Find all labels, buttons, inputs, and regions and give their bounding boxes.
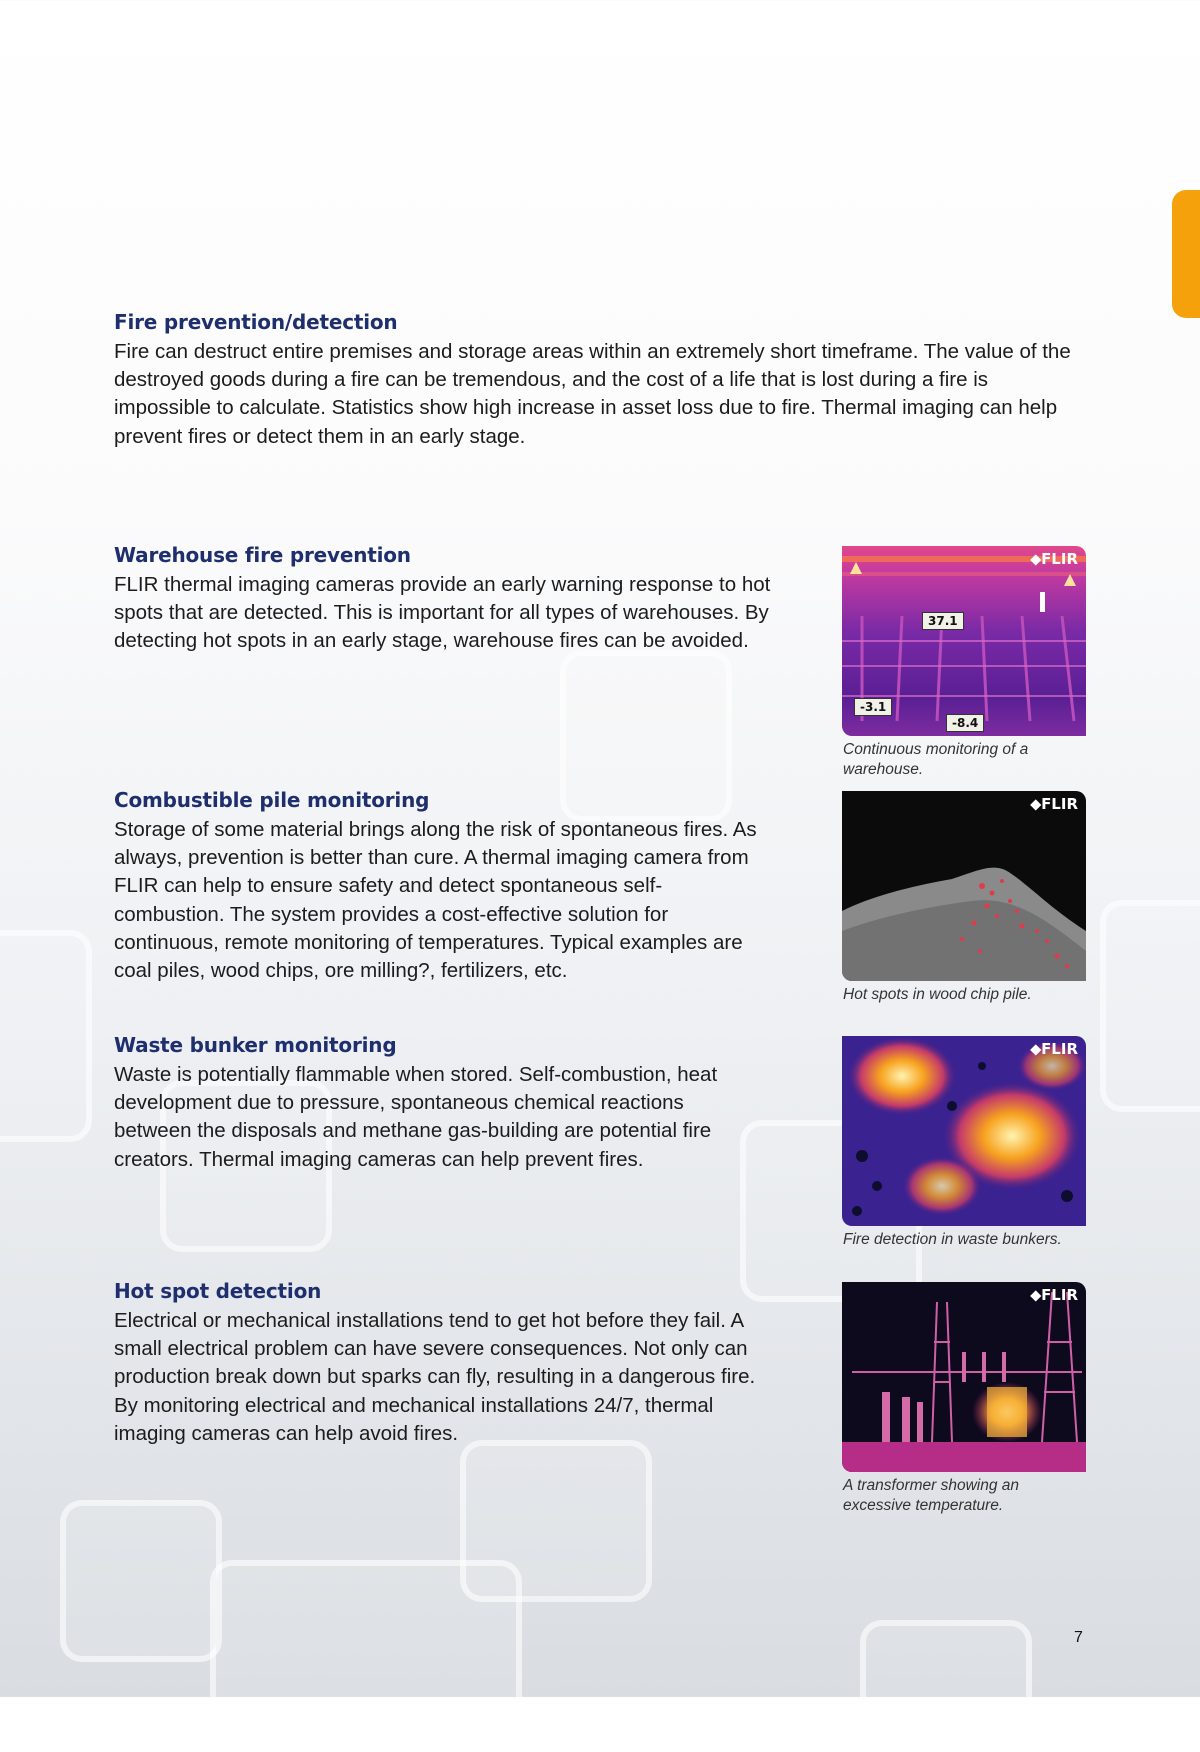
background-square: [0, 930, 92, 1142]
background-square: [1100, 900, 1200, 1112]
transformer-thermal-image: [842, 1282, 1086, 1472]
waste-thermal-image: [842, 1036, 1086, 1226]
section-heading-waste: Waste bunker monitoring: [114, 1033, 397, 1057]
woodchip-thermal-graphic: [842, 791, 1086, 981]
flir-glyph-icon: ⬥: [1030, 795, 1042, 813]
section-text-waste: Waste is potentially flammable when stored. Self-combustion, heat development due to pressure, spontaneous chemical reactions between the disposals and methane gas-building are potential fire creators. Thermal imaging cameras can help prevent fires.: [114, 1063, 718, 1171]
flir-logo: ⬥FLIR: [1030, 795, 1078, 813]
caption-warehouse: Continuous monitoring of a warehouse.: [843, 741, 1029, 778]
caption-woodchip: Hot spots in wood chip pile.: [843, 986, 1032, 1003]
caption-transformer: A transformer showing an excessive temperature.: [843, 1477, 1020, 1514]
flir-logo: ⬥FLIR: [1030, 1286, 1078, 1304]
background-square: [560, 650, 732, 822]
section-text-warehouse: FLIR thermal imaging cameras provide an early warning response to hot spots that are detected. This is important for all types of warehouses. By detecting hot spots in an early stage, warehouse fires can be avoided.: [114, 573, 771, 653]
section-heading-hotspot: Hot spot detection: [114, 1279, 322, 1303]
flir-glyph-icon: ⬥: [1030, 1040, 1042, 1058]
readout-bottom: -8.4: [946, 714, 984, 732]
background-square: [60, 1500, 222, 1662]
section-tab: [1172, 190, 1200, 318]
section-heading-warehouse: Warehouse fire prevention: [114, 543, 411, 567]
section-text-hotspot: Electrical or mechanical installations tend to get hot before they fail. A small electrical problem can have severe consequences. Not only can production break down but sparks can fly, resulting in a dangerous fire. By monitoring electrical and mechanical installations 24/7, thermal imaging cameras can help avoid fires.: [114, 1309, 756, 1445]
intro-text: Fire can destruct entire premises and storage areas within an extremely short timeframe. The value of the destroyed goods during a fire can be tremendous, and the cost of a life that is lost during a fire is impossible to calculate. Statistics show high increase in asset loss due to fire. Thermal imaging can help prevent fires or detect them in an early stage.: [114, 340, 1071, 448]
section-heading-combustible: Combustible pile monitoring: [114, 788, 430, 812]
waste-thermal-graphic: [842, 1036, 1086, 1226]
woodchip-thermal-image: [842, 791, 1086, 981]
warehouse-thermal-image: [842, 546, 1086, 736]
flir-glyph-icon: ⬥: [1030, 550, 1042, 568]
section-text-combustible: Storage of some material brings along the risk of spontaneous fires. As always, prevention is better than cure. A thermal imaging camera from FLIR can help to ensure safety and detect spontaneous self-combustion. The system provides a cost-effective solution for continuous, remote monitoring of temperatures. Typical examples are coal piles, wood chips, ore milling?, fertilizers, etc.: [114, 818, 757, 983]
background-square: [860, 1620, 1032, 1752]
caption-waste: Fire detection in waste bunkers.: [843, 1231, 1062, 1248]
readout-left: -3.1: [854, 698, 892, 716]
flir-logo: ⬥FLIR: [1030, 550, 1078, 568]
flir-glyph-icon: ⬥: [1030, 1286, 1042, 1304]
transformer-thermal-graphic: [842, 1282, 1086, 1472]
intro-heading: Fire prevention/detection: [114, 310, 398, 334]
page-number: 7: [1074, 1629, 1083, 1646]
readout-high: 37.1: [922, 612, 964, 630]
flir-logo: ⬥FLIR: [1030, 1040, 1078, 1058]
background-square: [460, 1440, 652, 1602]
